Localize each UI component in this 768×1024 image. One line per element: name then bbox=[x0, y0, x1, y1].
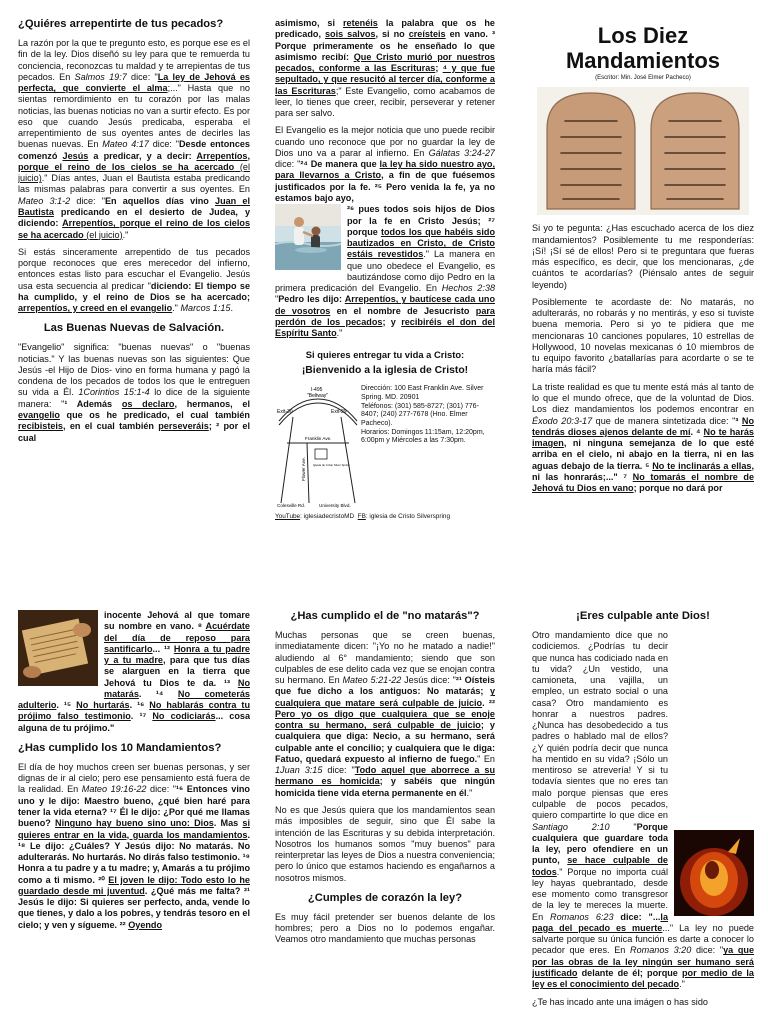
directions-map bbox=[275, 381, 361, 511]
map-label-exit29: Exit-29 bbox=[331, 409, 347, 416]
facebook-handle: : iglesia de Cristo Silverspring bbox=[365, 513, 451, 521]
brochure-title: Los Diez Mandamientos bbox=[565, 23, 721, 73]
invite-text: Si quieres entregar tu vida a Cristo: bbox=[305, 349, 465, 361]
map-label-university: University Blvd. bbox=[319, 503, 351, 509]
panel-gospel bbox=[275, 18, 495, 586]
panel-cover bbox=[532, 18, 754, 586]
church-info bbox=[275, 381, 495, 511]
paragraph: Otro mandamiento dice que no codiciemos. ¿Podrías tu decir que nunca has codiciado nada en tu vida? ¿Un vestido, una camioneta, una vajilla, un empleo, un estrato social o una casa? Otro mandamiento es honrar a nuestros padres. ¿Nunca has desobedecido a tus padres o hablado mal de ellos? ¿Y quién podría decir que nunca ha mentido en su vida? ¡Sólo un mentiroso se atrevería! Y si tu todavía sientes que no eres tan malo porque piensas que eres culpable de pocos pecados, quiero compartirte lo que dice en Santiago 2:10 "Porque cualquiera que guardare toda la ley, pero ofendiere en un punto, se hace culpable de todos." Porque no importa cuál ley hayas quebrantado, desde ese momento como transgresor de la ley te mereces la muerte. En Romanos 6:23 dice: "...la paga del pecado es muerte..." La ley no puede salvarte porque su única función es darte a conocer lo pecador que eres. En Romanos 3:20 dice: "ya que por las obras de la ley ningún ser humano será justificado delante de él; porque por medio de la ley es el conocimiento del pecado." bbox=[532, 630, 754, 990]
paragraph: asimismo, si retenéis la palabra que os he predicado, sois salvos, si no creísteis en vano. ³ Porque primeramente os he enseñado lo que asimismo recibí: Que Cristo murió por nuestros pecados, conforme a las Escrituras; ⁴ y que fue sepultado, y que resucitó al tercer día, conforme a las Escrituras;" Este Evangelio, como acabamos de leer, lo tienes que creer, recibir, perseverar y retener para ser salvo. bbox=[275, 18, 495, 119]
panel-repentance bbox=[18, 18, 250, 586]
hours-text: Horarios: Domingos 11:15am, 12:20pm, 6:00pm y Miércoles a las 7:30pm. bbox=[361, 428, 485, 445]
paragraph: La triste realidad es que tu mente está más al tanto de lo que el mundo ofrece, que de la voluntad de Dios. Los diez mandamientos los podemos encontrar en Éxodo 20:3-17 que de manera sintetizada dice: "³ No tendrás dioses ajenos delante de mí. ⁴ No te harás imagen, ni ninguna semejanza de lo que esté arriba en el cielo, ni abajo en la tierra, ni en las aguas debajo de la tierra. ⁵ No te inclinarás a ellas, ni las honrarás;..." ⁷ No tomarás el nombre de Jehová tu Dios en vano; porque no dará por bbox=[532, 381, 754, 494]
heading-heart-law: ¿Cumples de corazón la ley? bbox=[307, 891, 463, 904]
heading-guilty: ¡Eres culpable ante Dios! bbox=[576, 610, 710, 622]
fire-image bbox=[674, 830, 754, 916]
paragraph: ²⁶ pues todos sois hijos de Dios por la fe en Cristo Jesús; ²⁷ porque todos los que habéis sido bautizados en Cristo, de Cristo estáis revestidos." La manera en que uno obedece el Evangelio, es bautizándose como dijo Pedro en la primera predicación del Evangelio. En Hechos 2:38 "Pedro les dijo: Arrepentíos, y bautícese cada uno de vosotros en el nombre de Jesucristo para perdón de los pecados; y recibiréis el don del Espíritu Santo." bbox=[275, 204, 495, 339]
panel-do-not-kill bbox=[275, 610, 495, 1024]
heading-good-news: Las Buenas Nuevas de Salvación. bbox=[43, 322, 225, 335]
map-label-franklin: Franklin Ave. bbox=[305, 436, 332, 442]
stone-tablets-image bbox=[537, 87, 749, 215]
heading-do-not-kill: ¿Has cumplido el de "no matarás"? bbox=[290, 610, 480, 622]
map-label-colesville: Colesville Rd. bbox=[277, 503, 306, 509]
paragraph: Muchas personas que se creen buenas, inmediatamente dicen: "¡Yo no he matado a nadie!" aludiendo al 6° mandamiento; siendo que son culpables de ese delito cada vez que se enojan contra su hermano. En Mateo 5:21-22 Jesús dice: "²¹ Oísteis que fue dicho a los antiguos: No matarás; y cualquiera que matare será culpable de juicio. ²² Pero yo os digo que cualquiera que se enoje contra su hermano, será culpable de juicio; y cualquiera que diga: Necio, a su hermano, será culpable ante el concilio; y cualquiera que le diga: Fatuo, quedará expuesto al infierno de fuego." En 1Juan 3:15 dice: "Todo aquel que aborrece a su hermano es homicida; y sabéis que ningún homicida tiene vida eterna permanente en él." bbox=[275, 630, 495, 798]
address-text: Dirección: 100 East Franklin Ave. Silver Spring. MD. 20901 bbox=[361, 385, 484, 401]
map-label-flower: Flower Ave. bbox=[301, 457, 306, 482]
facebook-label: FB bbox=[357, 513, 366, 521]
paragraph: ¿Te has incado ante una imágen o has sido bbox=[532, 996, 708, 1007]
youtube-handle: : iglesiadecristoMD bbox=[300, 513, 355, 521]
map-label-beltway: "Beltway" bbox=[307, 393, 329, 400]
map-label-i495: I-495 bbox=[311, 387, 323, 394]
paragraph: El Evangelio es la mejor noticia que uno puede recibir cuando uno reconoce que por no guardar la ley de Dios uno va a parar al infierno. En Gálatas 3:24-27 dice: "²⁴ De manera que la ley ha sido nuestro ayo, para llevarnos a Cristo, a fin de que fuésemos justificados por la fe. ²⁵ Pero venida la fe, ya no estamos bajo ayo, bbox=[275, 125, 495, 203]
paragraph: La razón por la que te pregunto esto, es porque ese es el fin de la ley. Dios diseñó su ley para que te remuerda tu conciencia, reconozcas tu maldad y te arrepientas de tus pecados. En Salmos 19:7 dice: "La ley de Jehová es perfecta, que convierte el alma;..." Hasta que no sientas remordimiento en tu corazón por las malas noticias, las buenas noticias no van a surtir efecto. Es por eso que cuando Jesús predicaba, esperaba el arrepentimiento de sus oyentes antes de decirles las buenas nuevas. En Mateo 4:17 dice: "Desde entonces comenzó Jesús a predicar, y a decir: Arrepentíos, porque el reino de los cielos se ha acercado (el juicio)." Días antes, Juan el Bautista estaba predicando las mismas palabras para convertir a sus oyentes. En Mateo 3:1-2 dice: "En aquellos días vino Juan el Bautista predicando en el desierto de Judea, y diciendo: Arrepentíos, porque el reino de los cielos se ha acercado (el juicio)." bbox=[18, 38, 250, 240]
paragraph: inocente Jehová al que tomare su nombre en vano. ⁸ Acuérdate del día de reposo para santificarlo... ¹² Honra a tu padre y a tu madre, para que tus días se alarguen en la tierra que Jehová tu Dios te da. ¹³ No matarás. ¹⁴ No cometerás adulterio. ¹⁵ No hurtarás. ¹⁶ No hablarás contra tu prójimo falso testimonio. ¹⁷ No codiciarás... cosa alguna de tu prójimo." bbox=[18, 610, 250, 733]
social-links bbox=[275, 513, 495, 520]
heading-repent: ¿Quiéres arrepentirte de tus pecados? bbox=[18, 18, 224, 30]
youtube-label: YouTube bbox=[275, 513, 301, 521]
church-address-block bbox=[361, 385, 495, 446]
author-credit: (Escritor: Min. José Elmer Pacheco) bbox=[595, 75, 691, 82]
phones-text: Teléfonos: (301) 585-8727; (301) 776-8407; (240) 277-7678 (Hno. Elmer Pacheco). bbox=[361, 402, 479, 427]
paragraph: El día de hoy muchos creen ser buenas personas, y ser dignas de ir al cielo; pero ese pensamiento está fuera de la realidad. En Mateo 19:16-22 dice: "¹⁶ Entonces vino uno y le dijo: Maestro bueno, ¿qué bien haré para tener la vida eterna? ¹⁷ Él le dijo: ¿Por qué me llamas bueno? Ninguno hay bueno sino uno: Dios. Mas si quieres entrar en la vida, guarda los mandamientos. ¹⁸ Le dijo: ¿Cuáles? Y Jesús dijo: No matarás. No adulterarás. No hurtarás. No dirás falso testimonio. ¹⁹ Honra a tu padre y a tu madre; y, Amarás a tu prójimo como a ti mismo. ²⁰ El joven le dijo: Todo esto lo he guardado desde mi juventud. ¿Qué más me falta? ²¹ Jesús le dijo: Si quieres ser perfecto, anda, vende lo que tienes, y dalo a los pobres, y tendrás tesoro en el cielo; y ven y sígueme. ²² Oyendo bbox=[18, 761, 250, 930]
paragraph: "Evangelio" significa: "buenas nuevas" o "buenas noticias." Y las buenas nuevas son las siguientes: Que Jesús -el Hijo de Dios- vino en forma humana y pagó la condena de los pecados de todos los que le entreguen su vida a Él. 1Corintios 15:1-4 lo dice de la siguiente manera: "¹ Además os declaro, hermanos, el evangelio que os he predicado, el cual también recibisteis, en el cual también perseveráis; ² por el cual bbox=[18, 342, 250, 443]
paragraph: No es que Jesús quiera que los mandamientos sean más imposibles de seguir, sino que Él sabe la intención de las Escrituras y su debida interpretación. Nosotros los humanos somos "muy buenos" para reinterpretar las leyes de Dios a nuestra conveniencia; pero lo único que estamos haciendo es engañarnos a nosotros mismos. bbox=[275, 804, 495, 883]
heading-ten-commandments: ¿Has cumplido los 10 Mandamientos? bbox=[18, 741, 222, 754]
scroll-reading-image bbox=[18, 610, 98, 686]
paragraph: Es muy fácil pretender ser buenos delante de los hombres; pero a Dios no lo podemos engañar. Veamos otro mandamiento que muchas personas bbox=[275, 911, 495, 945]
map-label-exit30: Exit-30 bbox=[277, 409, 293, 416]
paragraph: Si yo te pegunta: ¿Has escuchado acerca de los diez mandamientos? Posiblemente tu me responderías: ¡Sí! ¡Sí sé de ellos! Pero si te preguntara que fueras más específico, es decir, que los mencionaras, ¿de cuántos te acordarías? (Piénsalo antes de seguir leyendo) bbox=[532, 223, 754, 290]
baptism-photo bbox=[275, 204, 341, 270]
map-label-church: Iglesia de Cristo Silver Spring bbox=[313, 463, 350, 468]
panel-commandments bbox=[18, 610, 250, 1024]
paragraph: Si estás sinceramente arrepentido de tus pecados porque reconoces que eres merecedor del infierno, entonces estas listo para escuchar el Evangelio. Jesús usa esta secuencia al predicar "diciendo: El tiempo se ha cumplido, y el reino de Dios se ha acercado; arrepentíos, y creed en el evangelio." Marcos 1:15. bbox=[18, 246, 250, 314]
welcome-heading: ¡Bienvenido a la iglesia de Cristo! bbox=[301, 364, 469, 376]
paragraph: Posiblemente te acordaste de: No matarás, no adulterarás, no robarás y no mentirás, y eso si tuviste buena memoria. Pero si yo te pidiera que me mencionaras 10 canciones populares, 10 estrellas de Hollywood, 10 novelas mexicanas ó 10 miembros de tu equipo favorito ¿batallarías para acordarte o se te haría más fácil? bbox=[532, 296, 754, 375]
panel-guilty bbox=[532, 610, 754, 1024]
